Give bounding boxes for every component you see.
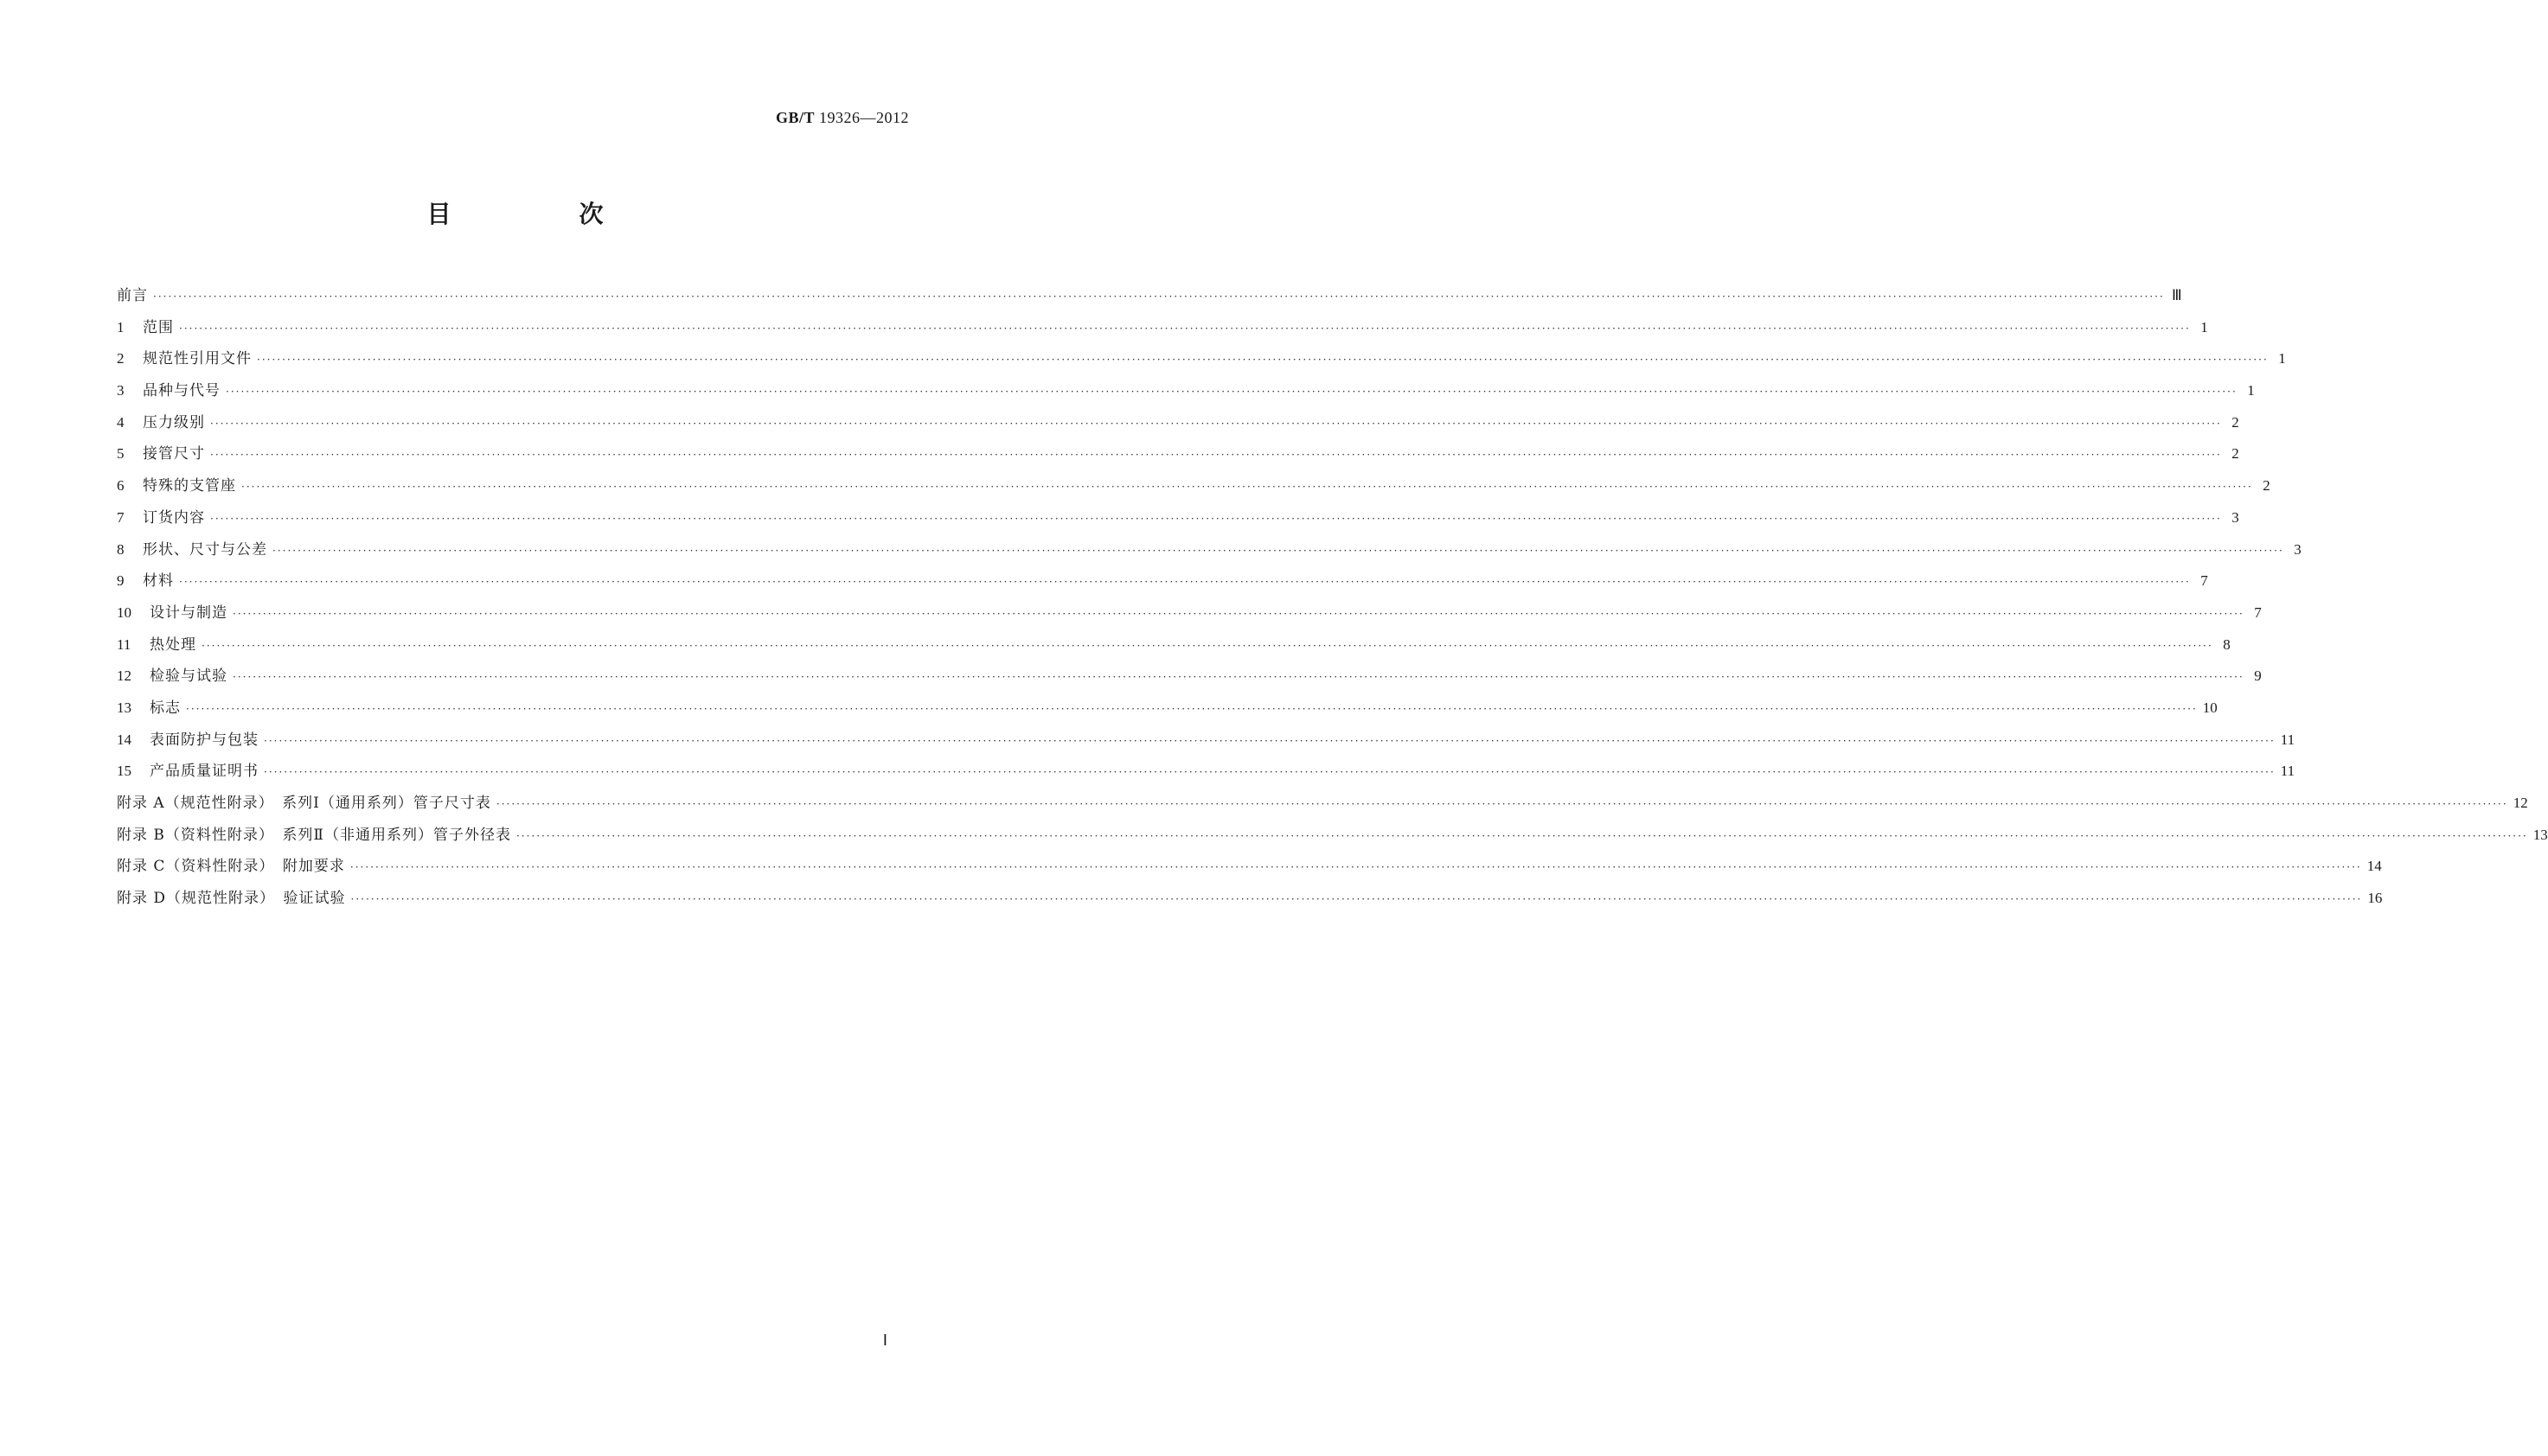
toc-leader-dots: ················································································································································································································································································································································································································ — [210, 512, 2222, 525]
toc-entry-label: 附录 A（规范性附录） 系列Ⅰ（通用系列）管子尺寸表 — [117, 795, 491, 812]
toc-entry-number: 1 — [117, 318, 125, 335]
toc-entry-label: 标志 — [150, 699, 181, 717]
toc-entry — [117, 534, 2302, 566]
toc-entry-number: 6 — [117, 477, 125, 495]
toc-entry — [117, 756, 2295, 788]
toc-entry-label: 表面防护与包装 — [150, 731, 259, 749]
toc-entry-page: 11 — [2280, 763, 2295, 780]
toc-leader-dots: ················································································································································································································································································································································································································ — [226, 386, 2238, 399]
toc-leader-dots: ················································································································································································································································································································································································································ — [496, 798, 2508, 810]
toc-entry-page: 1 — [2200, 318, 2208, 335]
toc-entry-page: 13 — [2532, 826, 2548, 843]
toc-entry-label: 附录 B（资料性附录） 系列Ⅱ（非通用系列）管子外径表 — [117, 826, 511, 844]
toc-leader-dots: ················································································································································································································································································································································································································ — [349, 861, 2362, 874]
toc-leader-dots: ················································································································································································································································································································································································································ — [179, 576, 2191, 589]
toc-entry — [117, 470, 2270, 502]
toc-entry — [117, 280, 2182, 312]
toc-entry-number: 8 — [117, 540, 125, 558]
toc-entry-page: 1 — [2278, 350, 2286, 367]
toc-entry-label: 压力级别 — [143, 413, 205, 431]
toc-entry-label: 订货内容 — [143, 508, 205, 527]
toc-entry-label: 附录 D（规范性附录） 验证试验 — [117, 890, 346, 908]
toc-entry-page: 2 — [2231, 413, 2239, 431]
toc-entry — [117, 661, 2262, 693]
toc-leader-dots: ················································································································································································································································································································································································································ — [241, 481, 2253, 494]
toc-entry-label: 规范性引用文件 — [143, 350, 252, 368]
toc-leader-dots: ················································································································································································································································································································································································································ — [350, 893, 2363, 906]
toc-entry-label: 检验与试验 — [150, 667, 227, 686]
toc-entry-page: 1 — [2247, 382, 2255, 399]
toc-entry — [117, 597, 2262, 629]
toc-entry-number: 15 — [117, 763, 131, 780]
toc-entry-page: 9 — [2254, 667, 2262, 685]
toc-entry-number: 13 — [117, 699, 131, 716]
toc-entry — [117, 629, 2231, 661]
toc-entry-page: 10 — [2202, 699, 2218, 716]
toc-leader-dots: ················································································································································································································································································································································································································ — [179, 322, 2191, 335]
toc-entry-label: 特殊的支管座 — [143, 477, 236, 495]
toc-leader-dots: ················································································································································································································································································································································································································ — [202, 639, 2213, 652]
toc-entry — [117, 343, 2286, 375]
toc-entry — [117, 693, 2218, 725]
toc-entry-number: 11 — [117, 635, 131, 653]
toc-entry-number: 7 — [117, 508, 125, 526]
toc-entry-number: 2 — [117, 350, 125, 367]
table-of-contents — [117, 280, 2548, 915]
toc-entry-label: 产品质量证明书 — [150, 763, 259, 781]
toc-leader-dots: ················································································································································································································································································································································································································ — [515, 829, 2528, 842]
toc-entry-number: 3 — [117, 382, 125, 399]
toc-title: 目 次 — [426, 200, 656, 228]
toc-entry — [117, 312, 2208, 344]
toc-entry-page: 12 — [2513, 795, 2528, 811]
toc-entry-page: 2 — [2231, 445, 2239, 463]
toc-leader-dots: ················································································································································································································································································································································································································ — [210, 449, 2222, 462]
toc-entry — [117, 820, 2548, 852]
standard-code: GB/T — [775, 109, 815, 126]
toc-entry-number: 10 — [117, 603, 131, 621]
toc-entry-page: 3 — [2294, 540, 2302, 558]
toc-entry-page: 16 — [2367, 890, 2383, 907]
toc-entry-number: 12 — [117, 667, 131, 685]
toc-entry-number: 9 — [117, 572, 125, 590]
toc-entry-label: 形状、尺寸与公差 — [143, 540, 267, 559]
toc-entry-page: 14 — [2366, 858, 2382, 875]
toc-leader-dots: ················································································································································································································································································································································································································ — [257, 354, 2269, 367]
toc-entry-label: 热处理 — [150, 635, 196, 654]
toc-entry-label: 接管尺寸 — [143, 445, 205, 463]
toc-leader-dots: ················································································································································································································································································································································································································ — [210, 417, 2222, 430]
toc-entry-page: 3 — [2231, 508, 2239, 526]
toc-entry-label: 设计与制造 — [150, 603, 227, 622]
toc-entry-page: 2 — [2263, 477, 2270, 495]
toc-leader-dots: ················································································································································································································································································································································································································ — [264, 766, 2276, 779]
toc-entry-page: 7 — [2254, 603, 2262, 621]
toc-entry-page: 8 — [2223, 635, 2231, 653]
standard-number: 19326—2012 — [819, 109, 909, 126]
standard-header — [776, 109, 909, 127]
toc-entry-page: 11 — [2280, 731, 2295, 748]
page-number: Ⅰ — [882, 1331, 887, 1349]
toc-leader-dots: ················································································································································································································································································································································································································ — [272, 544, 2284, 557]
toc-entry — [117, 438, 2239, 470]
toc-leader-dots: ················································································································································································································································································································································································································ — [186, 702, 2198, 715]
toc-leader-dots: ················································································································································································································································································································································································································ — [264, 734, 2276, 747]
toc-entry-number: 4 — [117, 413, 125, 431]
toc-entry — [117, 502, 2239, 534]
toc-entry-label: 范围 — [143, 318, 174, 336]
toc-entry — [117, 883, 2383, 915]
toc-entry-number: 5 — [117, 445, 125, 463]
toc-entry-page: 7 — [2200, 572, 2208, 590]
toc-entry — [117, 725, 2295, 757]
toc-entry — [117, 851, 2382, 883]
toc-entry — [117, 788, 2528, 820]
toc-entry — [117, 565, 2208, 597]
toc-entry — [117, 375, 2255, 407]
toc-leader-dots: ················································································································································································································································································································································································································ — [233, 607, 2244, 620]
toc-entry-page: Ⅲ — [2172, 287, 2182, 303]
toc-leader-dots: ················································································································································································································································································································································································································ — [153, 291, 2165, 303]
toc-entry-label: 附录 C（资料性附录） 附加要求 — [117, 858, 345, 876]
toc-entry-number: 14 — [117, 731, 131, 748]
toc-entry-label: 材料 — [143, 572, 174, 591]
toc-entry-label: 前言 — [117, 287, 148, 304]
toc-entry-label: 品种与代号 — [143, 382, 221, 400]
toc-leader-dots: ················································································································································································································································································································································································································ — [233, 671, 2244, 684]
toc-entry — [117, 407, 2239, 439]
